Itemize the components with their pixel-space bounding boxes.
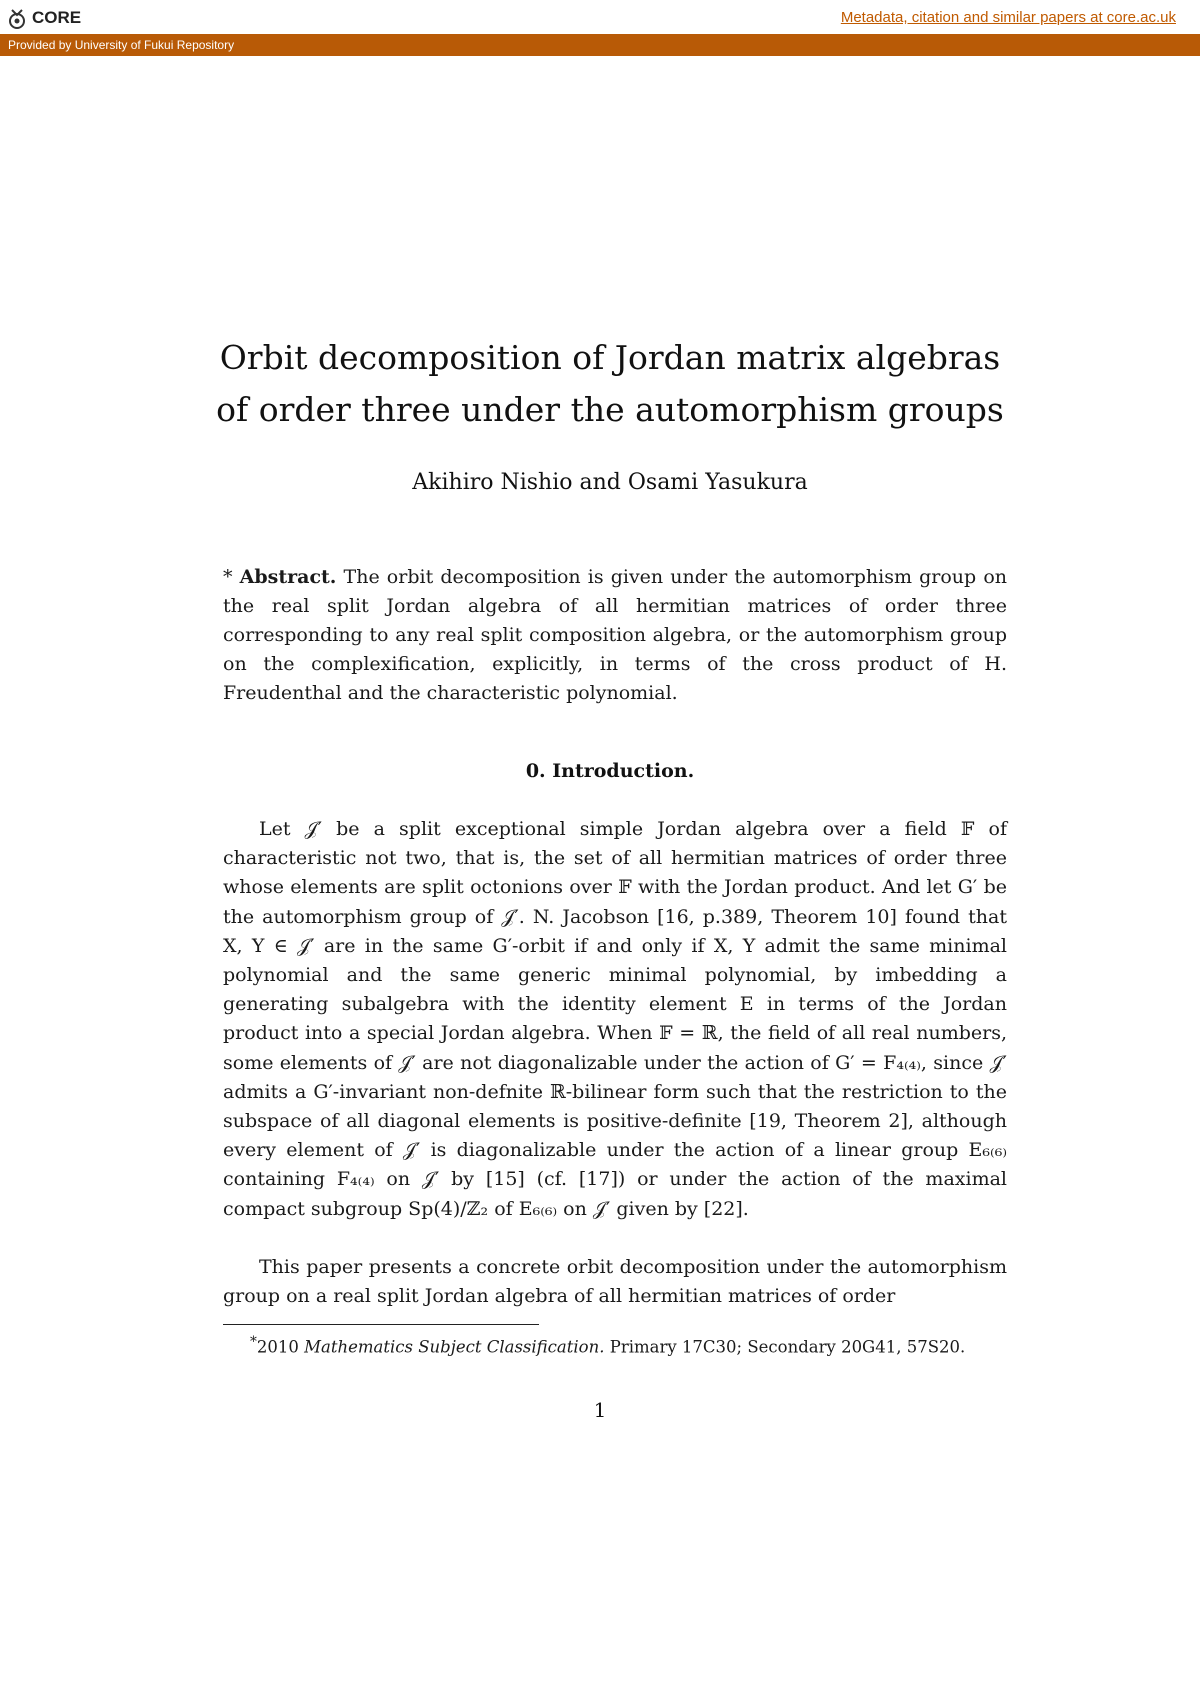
intro-paragraph-1 (223, 815, 1007, 1224)
abstract-text: The orbit decomposition is given under the automorphism group on the real split Jordan algebra of all hermitian matrices of order three corresponding to any real split composition algebra, or the automorphism group on the complexification, explicitly, in terms of the cross product of H. Freudenthal and the characteristic polynomial. (223, 566, 1007, 704)
provided-by-text[interactable]: Provided by University of Fukui Repository (8, 38, 235, 52)
abstract-marker: * (223, 566, 233, 588)
core-metadata-link[interactable]: Metadata, citation and similar papers at core.ac.uk (840, 9, 1176, 26)
page-number: 1 (593, 1398, 607, 1422)
intro-paragraph-2 (223, 1253, 1007, 1311)
core-provided-strip (0, 34, 1200, 56)
footnote-label: Mathematics Subject Classification. (304, 1337, 605, 1357)
abstract-label: Abstract. (239, 566, 337, 588)
footnote-year: 2010 (256, 1337, 299, 1357)
footnote-rule (223, 1324, 539, 1325)
core-header-top (0, 0, 1200, 34)
footnote-marker: * (250, 1334, 257, 1350)
title-line-1: Orbit decomposition of Jordan matrix algebras (219, 338, 1001, 377)
footnote-text: Primary 17C30; Secondary 20G41, 57S20. (609, 1337, 966, 1357)
title-line-2: of order three under the automorphism groups (216, 390, 1004, 429)
paper-authors: Akihiro Nishio and Osami Yasukura (412, 470, 808, 495)
footnote (250, 1331, 1010, 1359)
paper-title (210, 332, 1010, 436)
core-logo-text: CORE (32, 8, 82, 27)
abstract (223, 563, 1007, 708)
section-heading: 0. Introduction. (525, 760, 695, 782)
intro-paragraph-2-text: This paper presents a concrete orbit decomposition under the automorphism group on a real split Jordan algebra of all hermitian matrices of order (223, 1256, 1007, 1308)
intro-paragraph-1-text: Let 𝒥′ be a split exceptional simple Jordan algebra over a field 𝔽 of characteristic not two, that is, the set of all hermitian matrices of order three whose elements are split octonions over 𝔽 with the Jordan product. And let G′ be the automorphism group of 𝒥′. N. Jacobson [16, p.389, Theorem 10] found that X, Y ∈ 𝒥′ are in the same G′-orbit if and only if X, Y admit the same minimal polynomial and the same generic minimal polynomial, by imbedding a generating subalgebra with the identity element E in terms of the Jordan product into a special Jordan algebra. When 𝔽 = ℝ, the field of all real numbers, some elements of 𝒥′ are not diagonalizable under the action of G′ = F₄₍₄₎, since 𝒥′ admits a G′-invariant non-defnite ℝ-bilinear form such that the restriction to the subspace of all diagonal elements is positive-definite [19, Theorem 2], although every element of 𝒥′ is diagonalizable under the action of a linear group E₆₍₆₎ containing F₄₍₄₎ on 𝒥′ by [15] (cf. [17]) or under the action of the maximal compact subgroup Sp(4)/ℤ₂ of E₆₍₆₎ on 𝒥′ given by [22]. (223, 818, 1007, 1220)
core-header (0, 0, 1200, 56)
core-logo[interactable] (6, 6, 81, 30)
core-logo-icon (6, 6, 28, 30)
